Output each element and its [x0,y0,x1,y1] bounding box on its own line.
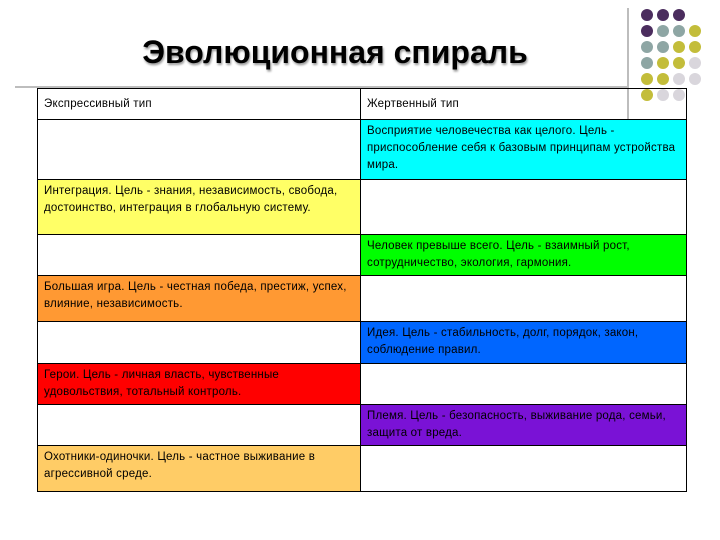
expressive-cell: Большая игра. Цель - честная победа, престиж, успех, влияние, независимость. [38,276,361,322]
decor-dot [641,73,653,85]
decor-dot [689,57,701,69]
expressive-cell: Герои. Цель - личная власть, чувственные удовольствия, тотальный контроль. [38,364,361,405]
table-header-row [38,89,687,120]
expressive-cell [38,235,361,276]
expressive-cell [38,405,361,446]
decor-dot [689,73,701,85]
slide-title: Эволюционная спираль [142,34,528,70]
sacrificial-cell: Идея. Цель - стабильность, долг, порядок, закон, соблюдение правил. [361,322,687,364]
decor-dot [689,25,701,37]
sacrificial-cell [361,180,687,235]
decor-dot [689,41,701,53]
decor-dot [641,25,653,37]
decor-dot [641,9,653,21]
decor-dot [657,73,669,85]
header-sacrificial-type: Жертвенный тип [361,89,687,120]
expressive-cell [38,120,361,180]
expressive-cell: Интеграция. Цель - знания, независимость, свобода, достоинство, интеграция в глобальную систему. [38,180,361,235]
decor-dot [657,25,669,37]
decor-dot [657,57,669,69]
decor-dot [673,25,685,37]
header-expressive-type: Экспрессивный тип [38,89,361,120]
sacrificial-cell: Племя. Цель - безопасность, выживание рода, семьи, защита от вреда. [361,405,687,446]
table-row [38,322,687,364]
table-row [38,364,687,405]
decor-dot [673,57,685,69]
table-row [38,235,687,276]
decor-dot [657,9,669,21]
table-row [38,446,687,492]
sacrificial-cell: Человек превыше всего. Цель - взаимный рост, сотрудничество, экология, гармония. [361,235,687,276]
sacrificial-cell: Восприятие человечества как целого. Цель - приспособление себя к базовым принципам устройства мира. [361,120,687,180]
decor-dot [641,41,653,53]
sacrificial-cell [361,276,687,322]
decor-dot [657,41,669,53]
table-row [38,405,687,446]
table-row [38,276,687,322]
evolution-spiral-table [37,88,687,492]
decor-dot [641,57,653,69]
expressive-cell: Охотники-одиночки. Цель - частное выживание в агрессивной среде. [38,446,361,492]
expressive-cell [38,322,361,364]
table-row [38,180,687,235]
decor-dot [673,73,685,85]
sacrificial-cell [361,364,687,405]
decor-dot [673,41,685,53]
sacrificial-cell [361,446,687,492]
table-row [38,120,687,180]
decor-dot [673,9,685,21]
